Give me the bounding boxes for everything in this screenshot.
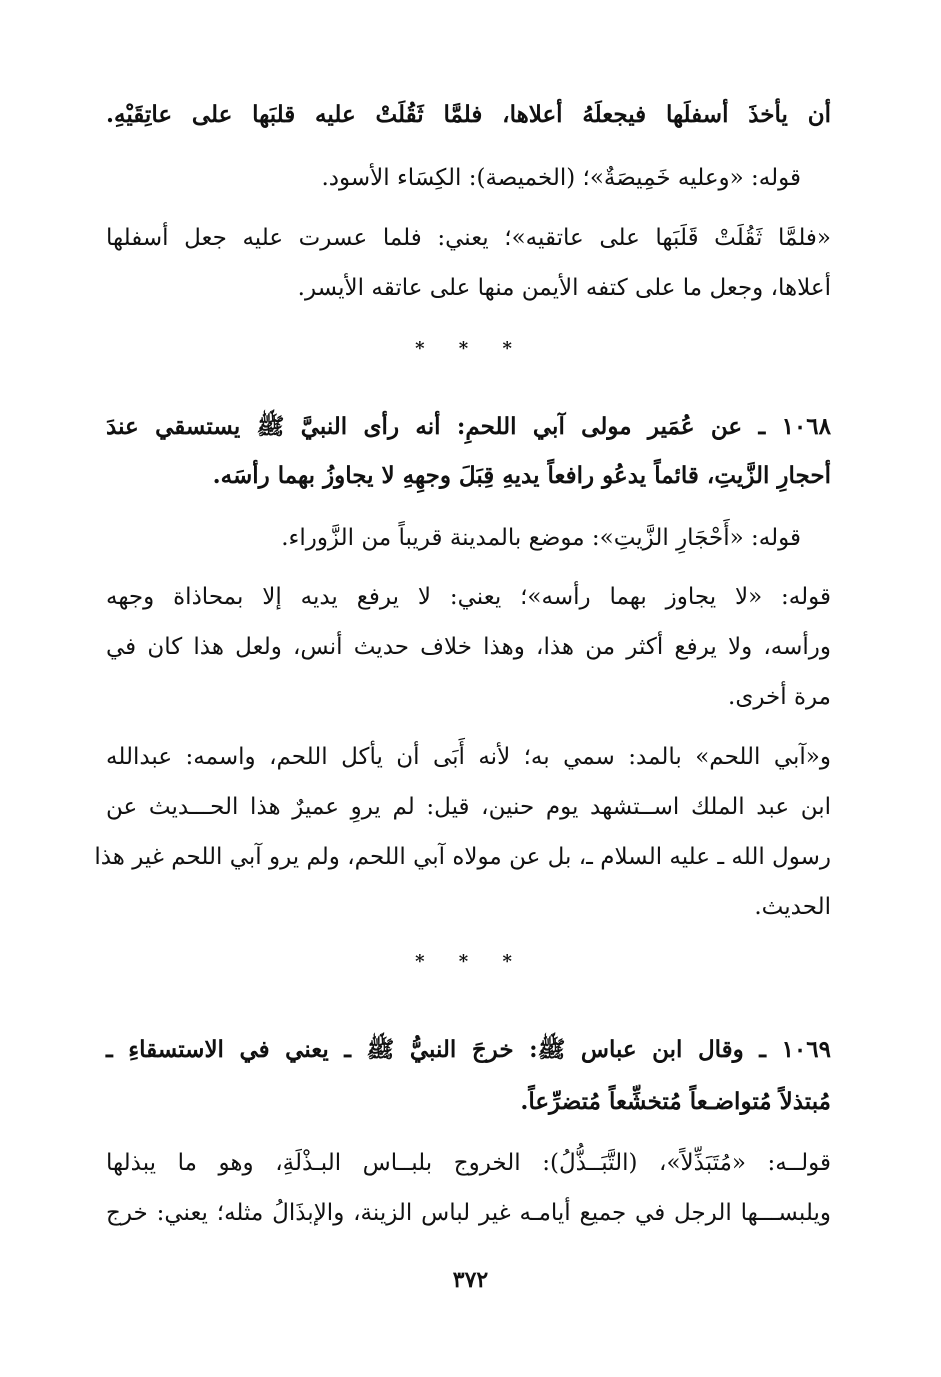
commentary-line: قوله: «أَحْجَارِ الزَّيتِ»: موضع بالمدينة قريباً من الزَّوراء. (281, 525, 801, 551)
commentary-line: الحديث. (754, 894, 831, 920)
text-line: أن يأخذَ أسفلَها فيجعلَهُ أعلاها، فلمَّا ثَقُلَتْ عليه قلبَها على عاتِقَيْهِ. (106, 101, 831, 128)
commentary-line: قوله: «وعليه خَمِيصَةٌ»؛ (الخميصة): الكِسَاء الأسود. (321, 165, 801, 191)
commentary-line: مرة أخرى. (728, 684, 831, 710)
commentary-line: أعلاها، وجعل ما على كتفه الأيمن منها على عاتقه الأيسر. (297, 275, 831, 301)
section-separator: * * * (415, 951, 526, 972)
hadith-line: ١٠٦٩ ـ وقال ابن عباس ﷺ: خرجَ النبيُّ ﷺ ـ يعني في الاستسقاءِ ـ (106, 1036, 831, 1063)
commentary-line: ورأسه، ولا يرفع أكثر من هذا، وهذا خلاف حديث أنس، ولعل هذا كان في (106, 634, 831, 660)
commentary-line: ويلبســـها الرجل في جميع أيامـه غير لباس الزينة، والإبذَالُ مثله؛ يعني: خرج (106, 1200, 831, 1226)
commentary-line: قوله: «لا يجاوز بهما رأسه»؛ يعني: لا يرفع يديه إلا بمحاذاة وجهه (106, 584, 831, 610)
commentary-line: ابن عبد الملك اســتشهد يوم حنين، قيل: لم يروِ عميرٌ هذا الحـــديث عن (106, 794, 831, 820)
section-separator: * * * (415, 338, 526, 359)
page-number: ٣٧٢ (452, 1267, 489, 1293)
commentary-line: «فلمَّا ثَقُلَتْ قَلَبَها على عاتقيه»؛ يعني: فلما عسرت عليه جعل أسفلها (106, 225, 831, 251)
commentary-line: رسول الله ـ عليه السلام ـ، بل عن مولاه آبي اللحم، ولم يرو آبي اللحم غير هذا (94, 844, 831, 870)
hadith-line: ١٠٦٨ ـ عن عُمَير مولى آبي اللحمِ: أنه رأى النبيَّ ﷺ يستسقي عندَ (106, 413, 831, 440)
commentary-line: و«آبي اللحم» بالمد: سمي به؛ لأنه أَبَى أن يأكل اللحم، واسمه: عبدالله (106, 744, 831, 770)
hadith-line: أحجارِ الزَّيتِ، قائماً يدعُو رافعاً يديهِ قِبَلَ وجهِهِ لا يجاوزُ بهما رأسَه. (212, 462, 831, 489)
hadith-line: مُبتذلاً مُتواضـعاً مُتخشِّعاً مُتضرِّعاً. (520, 1088, 831, 1115)
commentary-line: قولــه: «مُتَبَذِّلاً»، (التَّبَــذُّلُ): الخروج بلبــاس البـذْلَةِ، وهو ما يبذلها (106, 1150, 831, 1176)
